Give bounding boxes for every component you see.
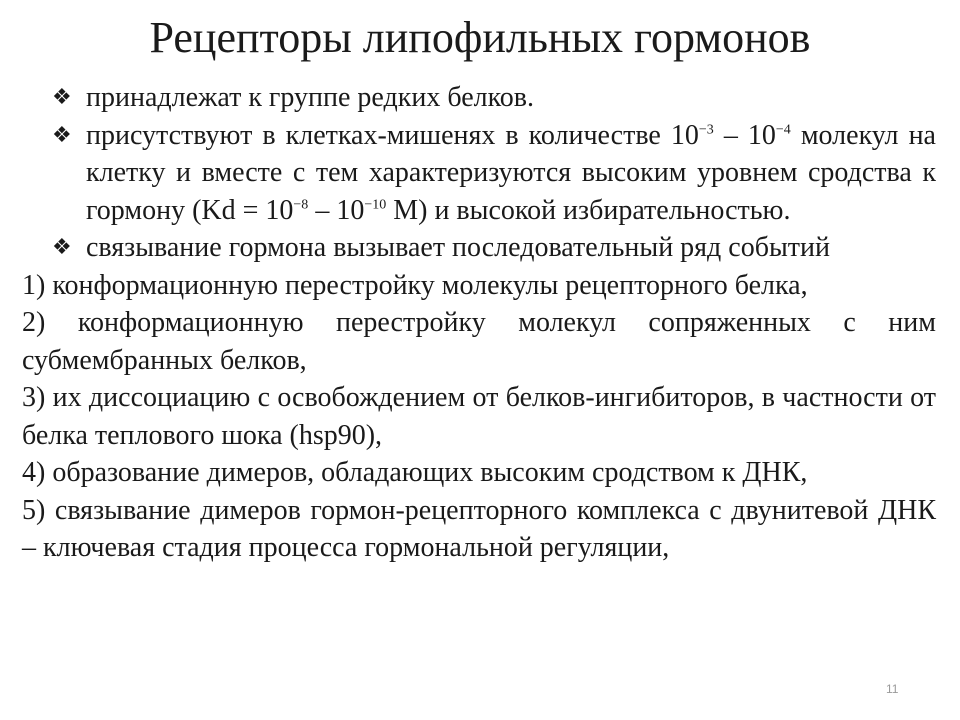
text-fragment: – 10 (713, 119, 776, 151)
bullet-text-1: принадлежат к группе редких белков. (86, 82, 534, 113)
text-fragment: молекул на клетку и вместе с тем характеризуются высоким уровнем сродства к гормону (Kd = 10 (86, 119, 936, 226)
numbered-item-3: 3) их диссоциацию с освобождением от белков-ингибиторов, в частности от белка теплового шока (hsp90), (22, 382, 936, 451)
bullet-text-2 (86, 117, 936, 230)
text-fragment: присутствуют в клетках-мишенях в количестве 10 (86, 119, 699, 151)
superscript: −10 (364, 197, 387, 213)
superscript: −3 (698, 122, 714, 138)
superscript: −4 (775, 122, 791, 138)
text-fragment: – 10 (308, 194, 365, 226)
bullet-item-2 (22, 117, 936, 230)
numbered-item-4: 4) образование димеров, обладающих высоким сродством к ДНК, (22, 457, 808, 488)
numbered-item-2: 2) конформационную перестройку молекул сопряженных с ним субмембранных белков, (22, 307, 936, 376)
diamond-bullet-icon: ❖ (52, 235, 72, 260)
superscript: −8 (293, 197, 309, 213)
slide-body (22, 79, 936, 567)
slide-title: Рецепторы липофильных гормонов (149, 13, 811, 62)
numbered-item-5: 5) связывание димеров гормон-рецепторного комплекса с двунитевой ДНК – ключевая стадия процесса гормональной регуляции, (22, 494, 936, 563)
bullet-item-3 (22, 229, 936, 267)
numbered-item-1: 1) конформационную перестройку молекулы рецепторного белка, (22, 269, 808, 301)
text-fragment: М) и высокой избирательностью. (386, 194, 791, 226)
page-number: 11 (886, 682, 899, 696)
bullet-item-1 (22, 79, 936, 117)
bullet-text-3: связывание гормона вызывает последовательный ряд событий (86, 232, 830, 263)
diamond-bullet-icon: ❖ (52, 122, 72, 148)
diamond-bullet-icon: ❖ (52, 85, 72, 110)
